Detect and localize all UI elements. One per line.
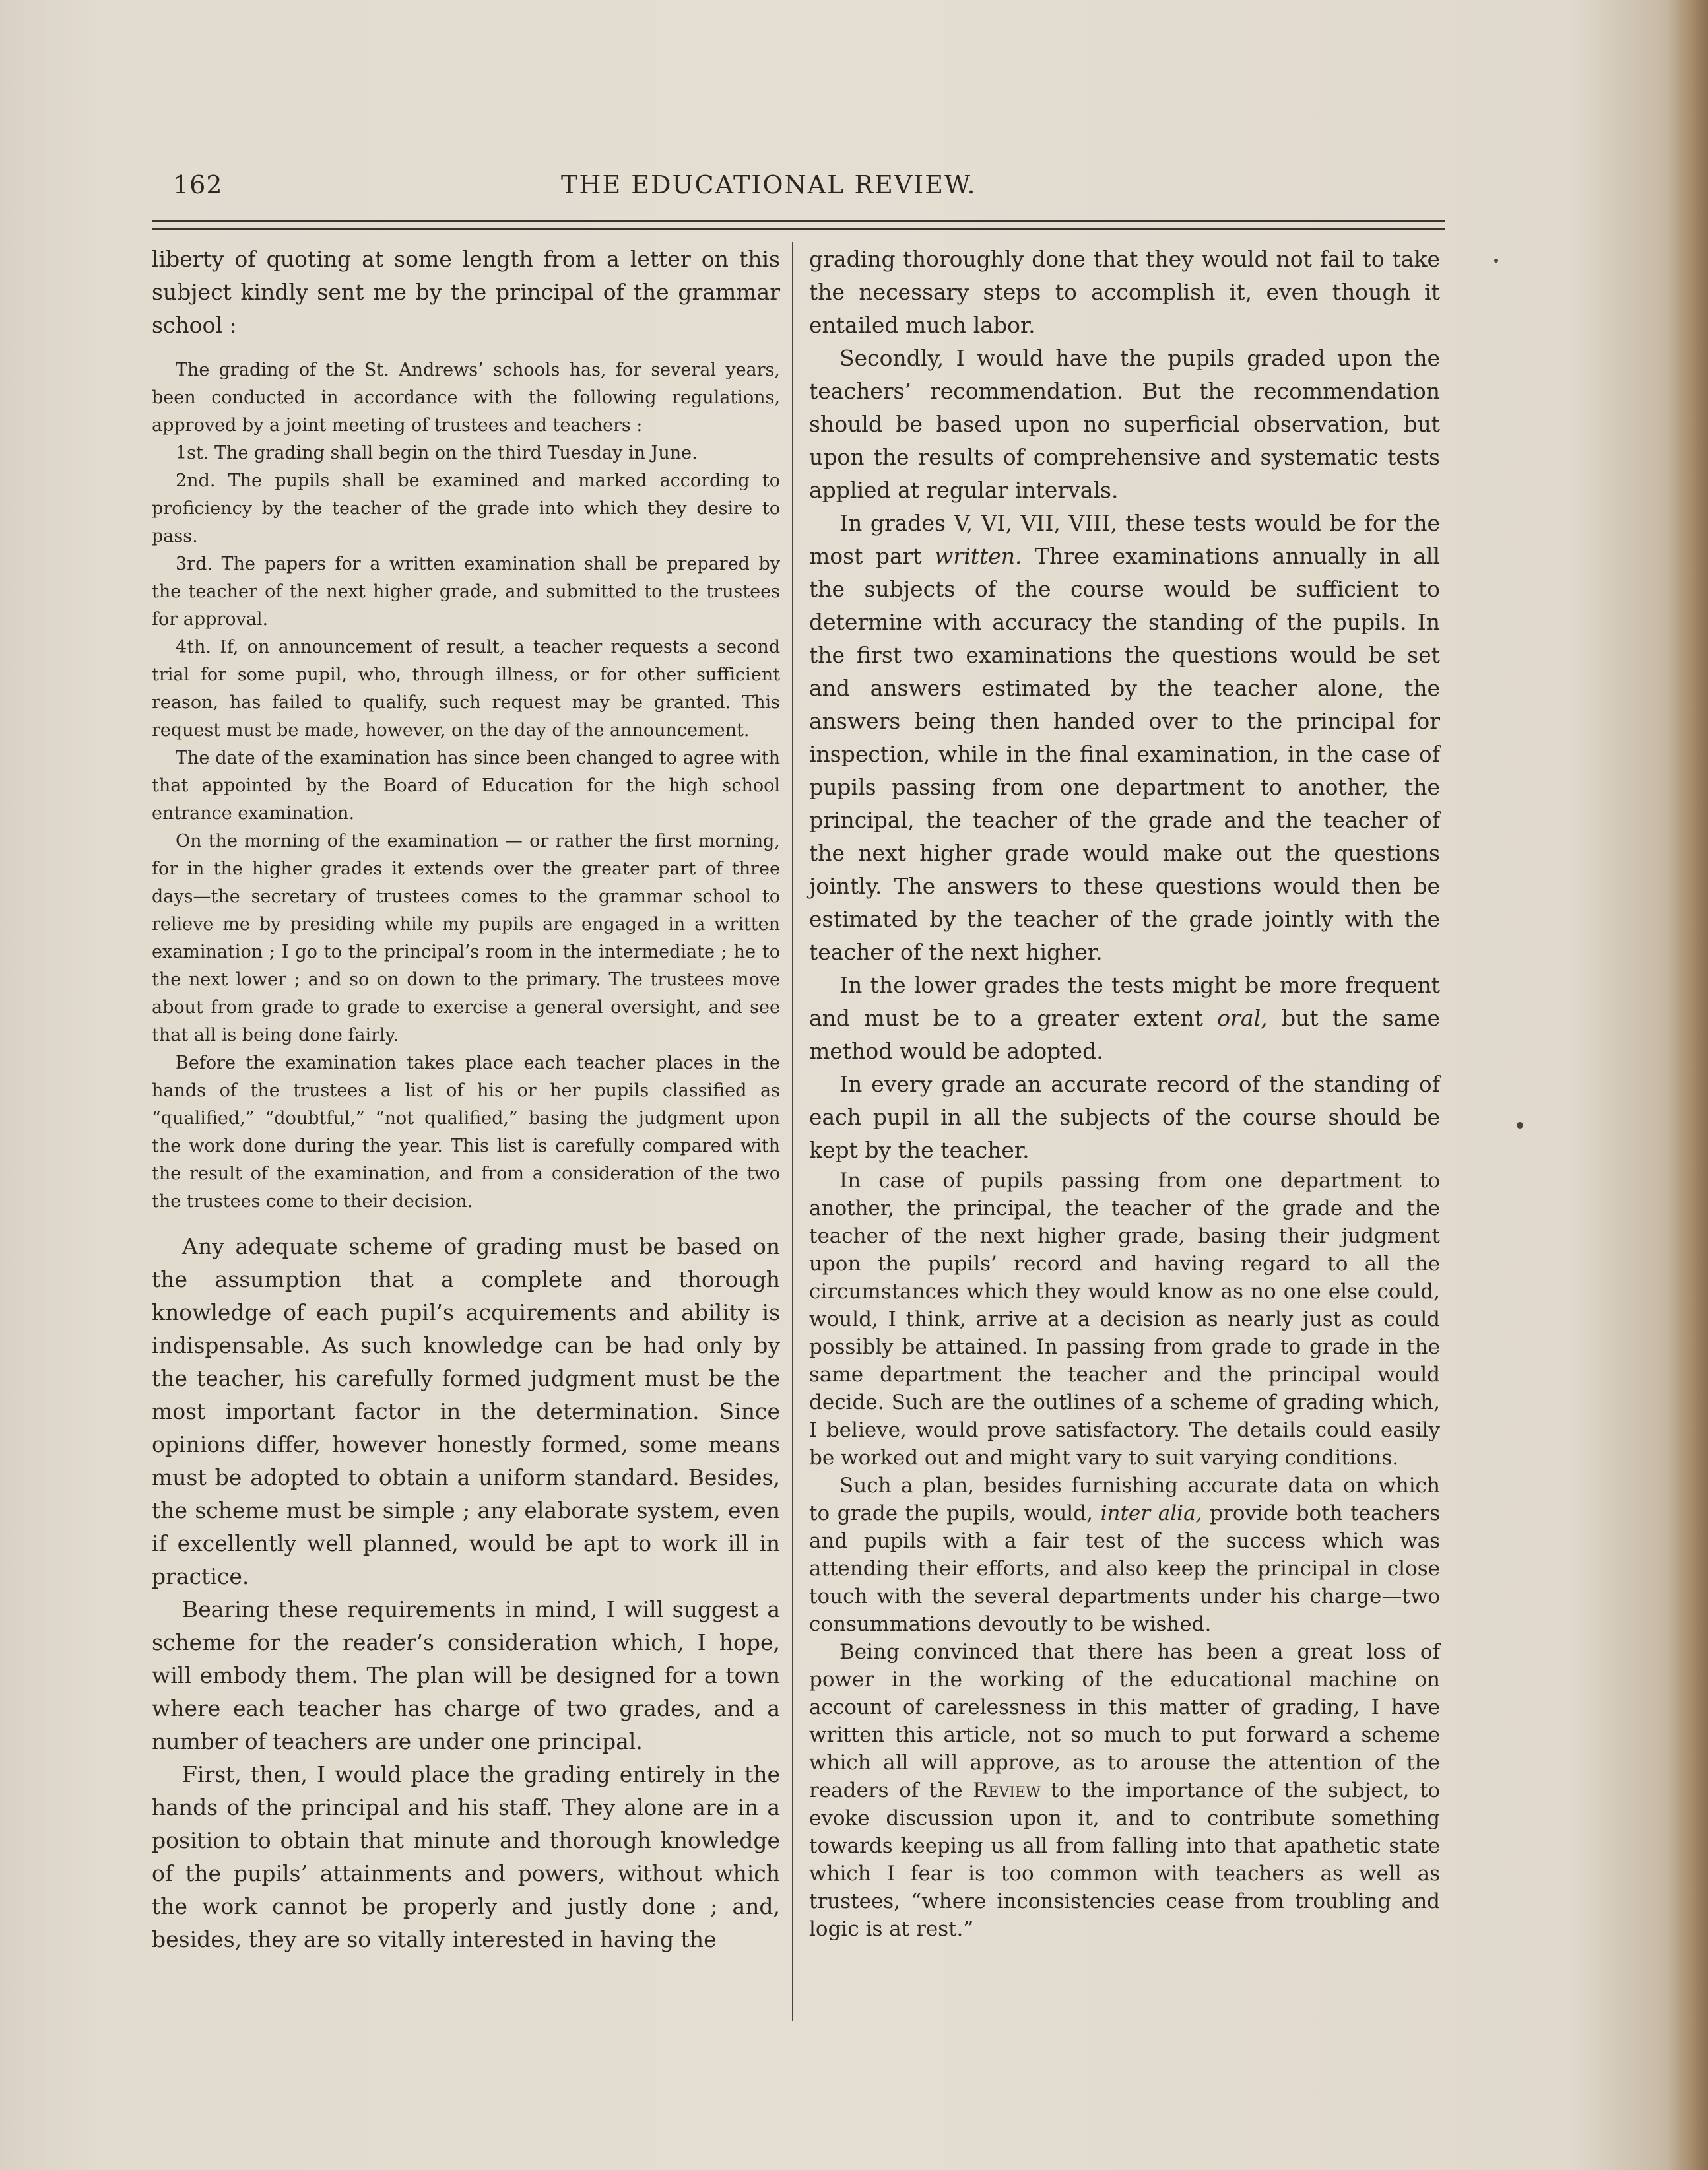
ink-speck — [1494, 259, 1498, 263]
header-rule-top — [152, 220, 1445, 222]
text-run: but the same method would be adopted. — [809, 1005, 1440, 1064]
right-column — [809, 243, 1440, 1943]
quote-rule-4: 4th. If, on announcement of result, a teacher requests a second trial for some pupil, who, through illness, or for other sufficient reason, has failed to qualify, such request may be granted. This request must be made, however, on the day of the announcement. — [152, 637, 780, 740]
body-paragraph: Bearing these requirements in mind, I will suggest a scheme for the reader’s consideration which, I hope, will embody them. The plan will be designed for a town where each teacher has charge of two grades, and a number of teachers are under one principal. — [152, 1596, 780, 1754]
quoted-letter — [152, 356, 780, 1216]
italic-term: oral, — [1217, 1005, 1268, 1031]
body-paragraph: Any adequate scheme of grading must be based on the assumption that a complete and thorough knowledge of each pupil’s acquirements and ability is indispensable. As such knowledge can be had only by the teacher, his carefully formed judgment must be the most important factor in the determination. Since opinions differ, however honestly formed, some means must be adopted to obtain a uniform standard. Besides, the scheme must be simple ; any elaborate system, even if excellently well planned, would be apt to work ill in practice. — [152, 1233, 780, 1589]
intro-paragraph: liberty of quoting at some length from a letter on this subject kindly sent me by the principal of the grammar school : — [152, 246, 780, 338]
body-paragraph — [809, 1472, 1440, 1638]
quote-rule-2: 2nd. The pupils shall be examined and marked according to proficiency by the teacher of the grade into which they desire to pass. — [152, 471, 780, 546]
quote-rule-1: 1st. The grading shall begin on the third Tuesday in June. — [176, 443, 698, 463]
body-paragraph — [809, 1638, 1440, 1943]
text-run: In the lower grades the tests might be more frequent and must be to a greater extent — [809, 972, 1440, 1031]
ink-speck — [1517, 1122, 1523, 1129]
body-paragraph: Secondly, I would have the pupils graded upon the teachers’ recommendation. But the recommendation should be based upon no superficial observation, but upon the results of comprehensive and systematic tests applied at regular intervals. — [809, 345, 1440, 503]
quote-paragraph: The date of the examination has since been changed to agree with that appointed by the Board of Education for the high school entrance examination. — [152, 748, 780, 824]
text-run: to the importance of the subject, to evoke discussion upon it, and to contribute something towards keeping us all from falling into that apathetic state which I fear is too common with teachers as well as trustees, “where inconsistencies cease from troubling and logic is at rest.” — [809, 1779, 1440, 1941]
text-run: Such a plan, besides furnishing accurate data on which to grade the pupils, would, — [809, 1474, 1440, 1525]
continued-paragraph: grading thoroughly done that they would not fail to take the necessary steps to accomplish it, even though it entailed much labor. — [809, 246, 1440, 338]
body-paragraph: In case of pupils passing from one department to another, the principal, the teacher of the grade and the teacher of the next higher grade, basing their judgment upon the pupils’ record and having regard to all the circumstances which they would know as no one else could, would, I think, arrive at a decision as nearly just as could possibly be attained. In passing from grade to grade in the same department the teacher and the principal would decide. Such are the outlines of a scheme of grading which, I believe, would prove satisfactory. The details could easily be worked out and might vary to suit varying conditions. — [809, 1169, 1440, 1470]
text-run: Being convinced that there has been a great loss of power in the working of the educational machine on account of carelessness in this matter of grading, I have written this article, not so much to put forward a scheme which all will approve, as to arouse the attention of the readers of the — [809, 1640, 1440, 1802]
italic-term: inter alia, — [1100, 1501, 1202, 1525]
body-paragraph — [809, 507, 1440, 969]
page-edge-shadow — [1668, 0, 1708, 2170]
quote-paragraph: Before the examination takes place each teacher places in the hands of the trustees a list of his or her pupils classified as “qualified,” “doubtful,” “not qualified,” basing the judgment upon the work done during the year. This list is carefully compared with the result of the examination, and from a consideration of the two the trustees come to their decision. — [152, 1053, 780, 1212]
column-divider — [792, 242, 793, 2021]
text-run: In grades V, VI, VII, VIII, these tests would be for the most part — [809, 510, 1440, 569]
left-column — [152, 243, 780, 1956]
journal-title: THE EDUCATIONAL REVIEW. — [561, 170, 977, 199]
journal-name-small-caps: Review — [973, 1779, 1041, 1802]
body-paragraph — [809, 969, 1440, 1068]
header-rule-bottom — [152, 228, 1445, 230]
running-header — [152, 170, 1445, 210]
quote-rule-3: 3rd. The papers for a written examination shall be prepared by the teacher of the next higher grade, and submitted to the trustees for approval. — [152, 554, 780, 630]
italic-term: written. — [935, 543, 1022, 569]
quote-paragraph: On the morning of the examination — or rather the first morning, for in the higher grades it extends over the greater part of three days—the secretary of trustees comes to the grammar school to relieve me by presiding while my pupils are engaged in a written examination ; I go to the principal’s room in the intermediate ; he to the next lower ; and so on down to the primary. The trustees move about from grade to grade to exercise a general oversight, and see that all is being done fairly. — [152, 831, 780, 1045]
body-paragraph: First, then, I would place the grading entirely in the hands of the principal and his staff. They alone are in a position to obtain that minute and thorough knowledge of the pupils’ attainments and powers, without which the work cannot be properly and justly done ; and, besides, they are so vitally interested in having the — [152, 1761, 780, 1952]
quote-paragraph: The grading of the St. Andrews’ schools has, for several years, been conducted in accordance with the following regulations, approved by a joint meeting of trustees and teachers : — [152, 360, 780, 436]
text-run: provide both teachers and pupils with a fair test of the success which was attending their efforts, and also keep the principal in close touch with the several departments under his charge—two consummations devoutly to be wished. — [809, 1501, 1440, 1636]
page-number: 162 — [173, 170, 223, 199]
text-run: Three examinations annually in all the subjects of the course would be sufficient to determine with accuracy the standing of the pupils. In the first two examinations the questions would be set and answers estimated by the teacher alone, the answers being then handed over to the principal for inspection, while in the final examination, in the case of pupils passing from one department to another, the principal, the teacher of the grade and the teacher of the next higher grade would make out the questions jointly. The answers to these questions would then be estimated by the teacher of the grade jointly with the teacher of the next higher. — [809, 543, 1440, 965]
body-paragraph: In every grade an accurate record of the standing of each pupil in all the subjects of the course should be kept by the teacher. — [809, 1071, 1440, 1163]
